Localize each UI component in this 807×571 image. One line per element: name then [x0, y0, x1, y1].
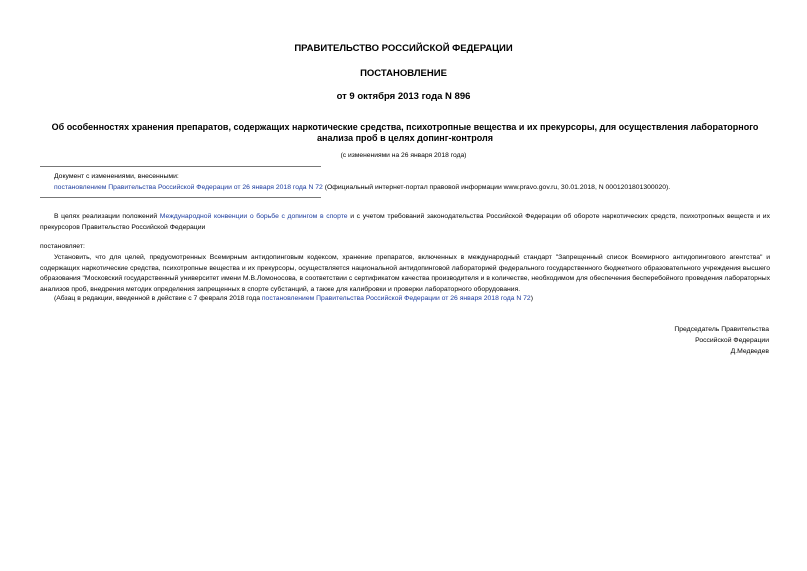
edition-decree-link[interactable]: постановлением Правительства Российской Федерации от 26 января 2018 года N 72: [261, 295, 531, 302]
signature-position-line2: Российской Федерации: [695, 337, 769, 344]
signature-position-line1: Председатель Правительства: [674, 326, 769, 333]
amendment-source-text: (Официальный интернет-портал правовой информации www.pravo.gov.ru, 30.01.2018, N 0001201801300020).: [322, 184, 671, 191]
edition-note-text: (Абзац в редакции, введенной в действие с 7 февраля 2018 года: [54, 295, 262, 302]
amendment-info-label: Документ с изменениями, внесенными:: [54, 173, 179, 180]
signature-name: Д.Медведев: [730, 348, 769, 355]
changes-note: (с изменениями на 26 января 2018 года): [340, 152, 467, 159]
amendment-decree-link[interactable]: постановлением Правительства Российской Федерации от 26 января 2018 года N 72: [54, 184, 323, 191]
amendment-info-line: [54, 182, 774, 193]
document-subject-title: Об особенностях хранения препаратов, содержащих наркотические средства, психотропные вещества и их прекурсоры, для осуществления лабораторного анализа проб в целях допинг-контроля: [51, 122, 759, 143]
signature-block: [674, 324, 769, 357]
edition-note-paragraph: [40, 294, 770, 305]
resolves-word: постановляет:: [40, 243, 85, 250]
edition-note-close: ): [530, 295, 533, 302]
amendment-info: [54, 171, 774, 193]
preamble-text-end: и с учетом требований законодательства Российской Федерации об обороте наркотических средств, психотропных веществ и их прекурсоров Правительство Российской Федерации: [40, 213, 770, 231]
main-provision-paragraph: Установить, что для целей, предусмотренных Всемирным антидопинговым кодексом, хранение препаратов, включенных в международный стандарт "Запрещенный список Всемирного антидопингового агентства" и содержащих наркотические средства, психотропные вещества и их прекурсоры, осуществляется национальной антидопинговой лабораторией федерального государственного бюджетного образовательного учреждения высшего образования "Московский государственный университет имени М.В.Ломоносова, в соответствии с сертификатом качества производителя и в количестве, необходимом для обеспечения бесперебойного проведения лабораторных анализов проб, внедрения методик определения запрещенных в спорте субстанций, а также для калибровки и проверки лабораторного оборудования.: [40, 254, 770, 293]
divider-bottom: [40, 197, 321, 198]
divider-top: [40, 166, 321, 167]
convention-link[interactable]: Международной конвенции о борьбе с допингом в спорте: [159, 213, 348, 220]
document-type-heading: ПОСТАНОВЛЕНИЕ: [360, 68, 447, 79]
preamble-text-start: В целях реализации положений: [54, 213, 160, 220]
government-heading: ПРАВИТЕЛЬСТВО РОССИЙСКОЙ ФЕДЕРАЦИИ: [294, 43, 513, 54]
preamble-paragraph: [40, 212, 770, 233]
document-date-number: от 9 октября 2013 года N 896: [336, 91, 471, 102]
